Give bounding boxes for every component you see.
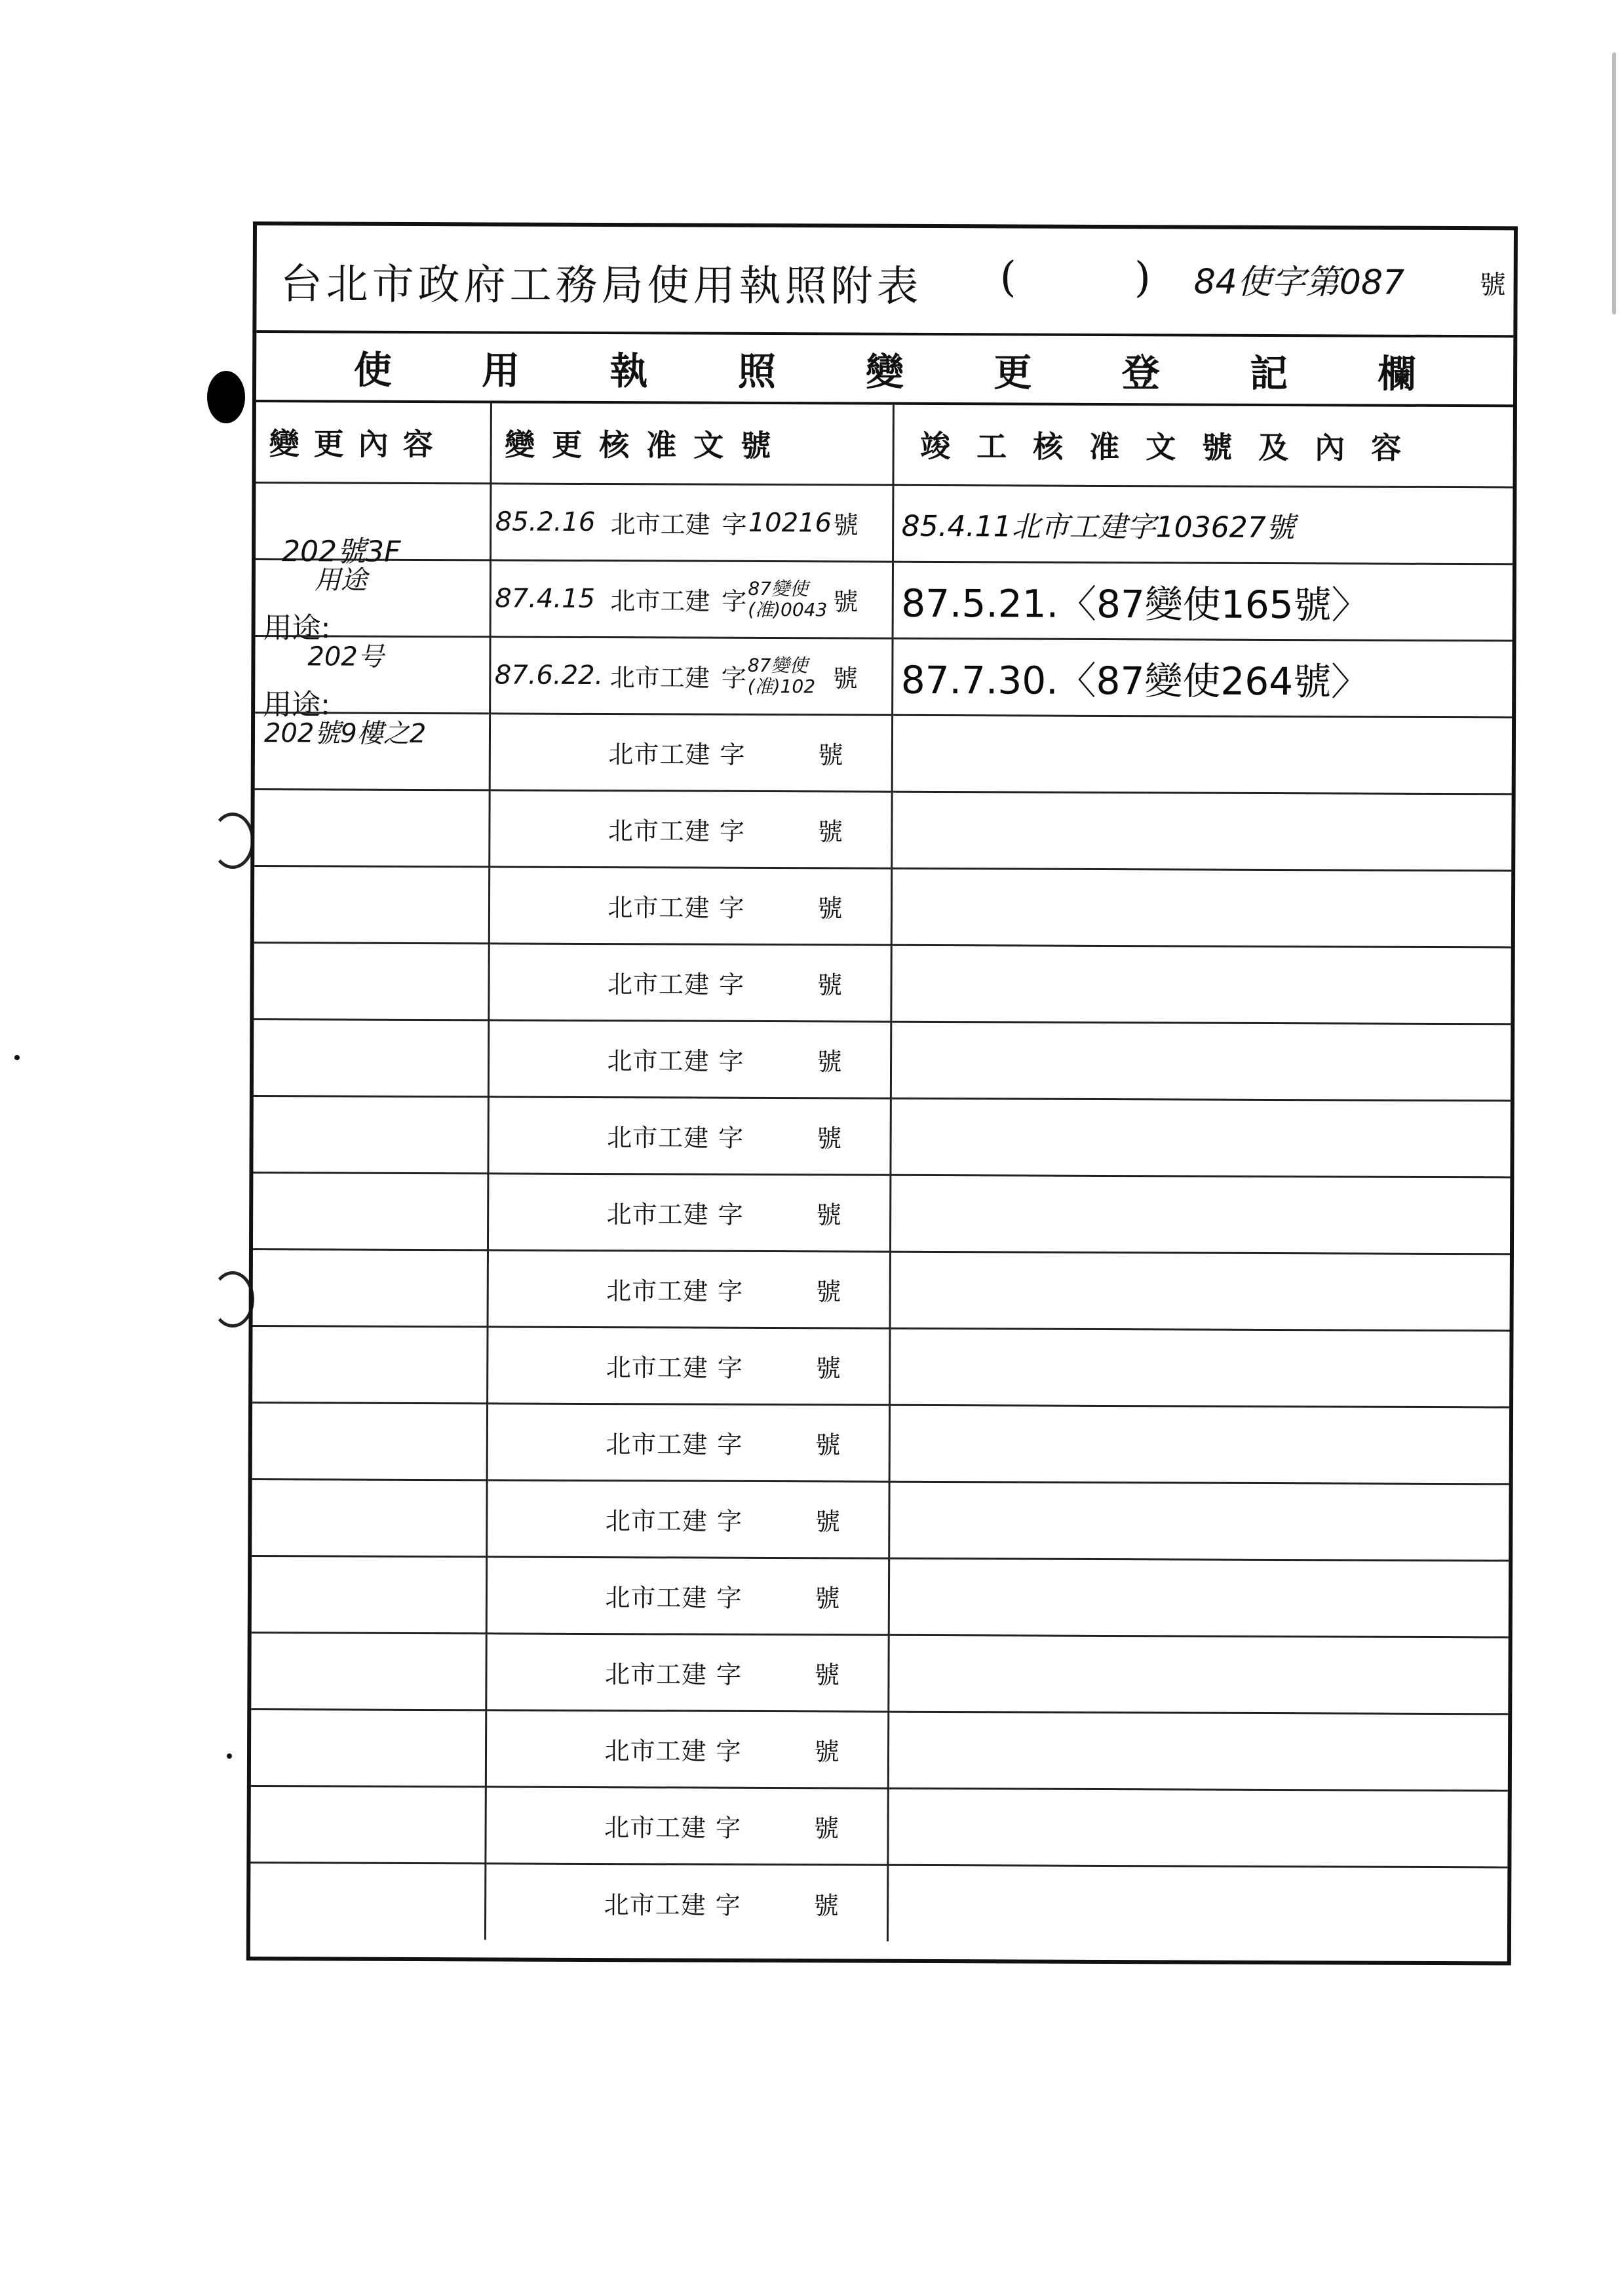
title-row [256, 225, 1514, 337]
office-label: 北市工建 [606, 1200, 709, 1229]
approval-date: 87.4.15 [495, 583, 596, 614]
approval-date: 85.2.16 [495, 506, 596, 537]
completion-number-cell[interactable] [891, 792, 1511, 871]
zi-label: 字 [719, 893, 744, 923]
approval-number-cell [490, 636, 892, 714]
completion-number-cell[interactable] [889, 1405, 1509, 1484]
handwritten-text: 202号 [307, 641, 384, 672]
approval-number-cell [487, 1403, 889, 1481]
zi-label: 字 [716, 1506, 742, 1536]
table-row [252, 1326, 1509, 1407]
table-header-row [256, 402, 1513, 487]
title-paren: ( ) [999, 253, 1204, 303]
hao-label: 號 [833, 510, 858, 540]
hao-label: 號 [815, 1430, 841, 1460]
hao-label: 號 [816, 1277, 841, 1307]
approval-number-cell [486, 1480, 889, 1558]
table-row [253, 1249, 1510, 1330]
office-label: 北市工建 [604, 1736, 707, 1766]
hao-label: 號 [832, 664, 858, 693]
banner-char: 記 [1249, 351, 1288, 396]
handwritten-text: 87.5.21.〈87變使165號〉 [901, 581, 1370, 628]
banner-char: 變 [865, 349, 904, 394]
completion-number-cell[interactable] [888, 1712, 1508, 1791]
change-content-cell [256, 482, 490, 596]
approval-number-cell [488, 943, 891, 1021]
change-content-cell[interactable] [252, 1326, 487, 1403]
change-content-cell[interactable] [254, 789, 489, 866]
table-row [252, 1402, 1509, 1483]
hao-label: 號 [816, 1200, 841, 1230]
banner-char: 用 [481, 348, 520, 393]
license-attachment-form [246, 221, 1518, 1965]
table-row [250, 1862, 1507, 1943]
completion-number-cell[interactable] [887, 1788, 1507, 1867]
zi-label: 字 [717, 1430, 742, 1459]
table-row [254, 866, 1511, 947]
office-label: 北市工建 [608, 740, 711, 769]
office-label: 北市工建 [604, 1660, 708, 1689]
zi-label: 字 [716, 1660, 742, 1689]
table-row [255, 712, 1512, 794]
office-label: 北市工建 [604, 1890, 706, 1920]
banner-char: 照 [737, 349, 776, 394]
change-content-cell [256, 559, 490, 672]
hao-label: 號 [814, 1814, 839, 1843]
scan-speck [1612, 52, 1616, 315]
banner-char: 更 [993, 350, 1032, 395]
hao-label: 號 [817, 817, 843, 847]
table-row [253, 1172, 1510, 1253]
hao-label: 號 [817, 1047, 842, 1077]
table-row [256, 482, 1513, 564]
office-label: 北市工建 [606, 1276, 709, 1306]
handwritten-text: 202號3F [281, 534, 401, 569]
zi-label: 字 [718, 970, 744, 999]
hao-label: 號 [817, 1124, 842, 1153]
completion-number-cell [893, 485, 1513, 564]
change-content-cell[interactable] [253, 1172, 488, 1250]
office-label: 北市工建 [609, 663, 710, 693]
punch-hole-mark [207, 371, 245, 423]
completion-number-cell[interactable] [890, 1098, 1510, 1177]
header-approval-number: 變更核准文號 [490, 403, 893, 484]
office-label: 北市工建 [605, 1583, 708, 1613]
approval-number-cell [486, 1710, 888, 1788]
zi-label: 字 [716, 1813, 741, 1843]
change-content-cell[interactable] [253, 1249, 488, 1326]
handwritten-text: 87.7.30.〈87變使264號〉 [900, 657, 1370, 704]
zi-label: 字 [718, 1046, 744, 1076]
hao-label: 號 [817, 970, 843, 1000]
section-banner [256, 333, 1513, 407]
table-row [251, 1709, 1508, 1790]
approval-number-cell [490, 713, 892, 791]
office-label: 北市工建 [607, 1046, 710, 1076]
approval-number-cell [490, 560, 893, 638]
approval-number-cell [488, 1250, 890, 1328]
banner-char: 使 [353, 347, 392, 392]
completion-number-cell[interactable] [892, 715, 1512, 794]
table-row [252, 1479, 1509, 1560]
header-completion-number: 竣工核准文號及內容 [893, 405, 1513, 488]
approval-number-cell [486, 1556, 889, 1634]
zi-label: 字 [717, 1353, 742, 1383]
zi-label: 字 [722, 510, 747, 539]
hao-label: 號 [815, 1354, 841, 1383]
office-label: 北市工建 [607, 1123, 710, 1153]
table-row [254, 1019, 1511, 1100]
completion-number-cell[interactable] [889, 1482, 1509, 1561]
handwritten-text: 85.4.11北市工建字103627號 [901, 509, 1295, 545]
table-row [254, 942, 1511, 1024]
table-row [254, 789, 1511, 870]
zi-label: 字 [716, 1736, 741, 1766]
zi-label: 字 [718, 1276, 743, 1306]
approval-number-cell [488, 1020, 891, 1098]
scan-speck [14, 1055, 20, 1060]
zi-label: 字 [715, 1890, 741, 1920]
completion-number-cell[interactable] [891, 1022, 1511, 1101]
change-content-cell[interactable] [254, 1019, 488, 1096]
approval-number-cell [489, 866, 891, 944]
approval-number-cell [488, 1173, 890, 1251]
handwritten-note: 87變使(准)102 [747, 654, 816, 697]
license-number: 84使字第087 [1193, 262, 1405, 303]
completion-number-cell[interactable] [890, 1175, 1510, 1254]
handwritten-note: 87變使(准)0043 [748, 577, 828, 621]
handwritten-text: 用途: [263, 687, 331, 721]
completion-number-cell [892, 638, 1512, 718]
table-row [250, 1786, 1507, 1867]
zi-label: 字 [716, 1583, 742, 1613]
hao-label: 號 [815, 1507, 840, 1537]
approval-number-cell [488, 1096, 890, 1174]
office-label: 北市工建 [605, 1506, 708, 1536]
change-content-cell[interactable] [254, 942, 488, 1020]
change-register-table [250, 402, 1513, 1943]
change-content-cell[interactable] [253, 1096, 488, 1173]
change-content-cell[interactable] [252, 1402, 487, 1480]
completion-number-cell[interactable] [891, 868, 1511, 947]
approval-number-cell [485, 1863, 887, 1941]
approval-number-cell [490, 483, 893, 561]
completion-number-cell[interactable] [888, 1635, 1508, 1714]
office-label: 北市工建 [610, 510, 710, 539]
zi-label: 字 [720, 740, 745, 769]
hao-label: 號 [814, 1737, 839, 1767]
hao-label: 號 [833, 587, 858, 617]
completion-number-cell[interactable] [889, 1558, 1509, 1637]
change-content-cell[interactable] [250, 1862, 485, 1940]
hao-label: 號 [815, 1584, 840, 1613]
table-row [251, 1632, 1508, 1713]
change-content-cell[interactable] [251, 1632, 486, 1710]
form-title: 台北市政府工務局使用執照附表 [280, 260, 923, 311]
table-row [256, 559, 1513, 640]
zi-label: 字 [722, 586, 747, 616]
zi-label: 字 [718, 1123, 744, 1153]
change-content-cell[interactable] [254, 866, 489, 943]
approval-number-cell [489, 790, 891, 868]
table-row [255, 636, 1512, 717]
completion-number-cell[interactable] [887, 1865, 1507, 1944]
hao-label: 號 [818, 740, 843, 770]
banner-char: 欄 [1378, 351, 1416, 396]
hao-label: 號 [813, 1891, 839, 1921]
office-label: 北市工建 [604, 1813, 707, 1843]
completion-number-cell[interactable] [891, 945, 1511, 1024]
office-label: 北市工建 [606, 1430, 708, 1459]
banner-char: 執 [609, 349, 648, 394]
change-content-cell[interactable] [252, 1556, 486, 1633]
zi-label: 字 [718, 1200, 743, 1229]
office-label: 北市工建 [608, 893, 710, 923]
scan-speck [227, 1753, 232, 1759]
zi-label: 字 [721, 663, 746, 693]
completion-number-cell [893, 562, 1513, 641]
table-row [253, 1096, 1510, 1177]
license-suffix: 號 [1479, 270, 1506, 301]
office-label: 北市工建 [606, 1353, 708, 1383]
handwritten-text: 用途 [314, 564, 367, 596]
change-content-cell[interactable] [251, 1709, 486, 1786]
banner-char: 登 [1121, 351, 1160, 396]
hao-label: 號 [817, 894, 843, 923]
handwritten-text: 202號9樓之2 [263, 718, 427, 749]
approval-number-cell [485, 1786, 887, 1864]
handwritten-number: 10216 [748, 507, 832, 538]
approval-number-cell [486, 1633, 888, 1711]
header-change-content: 變更內容 [256, 402, 490, 483]
change-content-cell[interactable] [252, 1479, 486, 1556]
office-label: 北市工建 [607, 970, 710, 999]
completion-number-cell[interactable] [889, 1328, 1509, 1407]
approval-number-cell [487, 1326, 889, 1404]
zi-label: 字 [719, 816, 745, 846]
table-row [252, 1556, 1509, 1637]
approval-date: 87.6.22. [494, 659, 604, 691]
blank-rows [250, 712, 1512, 1943]
change-content-cell[interactable] [250, 1786, 485, 1863]
punch-hole-ring [211, 1271, 254, 1328]
office-label: 北市工建 [608, 816, 711, 846]
completion-number-cell[interactable] [890, 1252, 1510, 1331]
office-label: 北市工建 [610, 586, 710, 616]
punch-hole-ring [211, 813, 254, 869]
hao-label: 號 [814, 1660, 840, 1690]
handwritten-text: 用途: [263, 611, 331, 645]
